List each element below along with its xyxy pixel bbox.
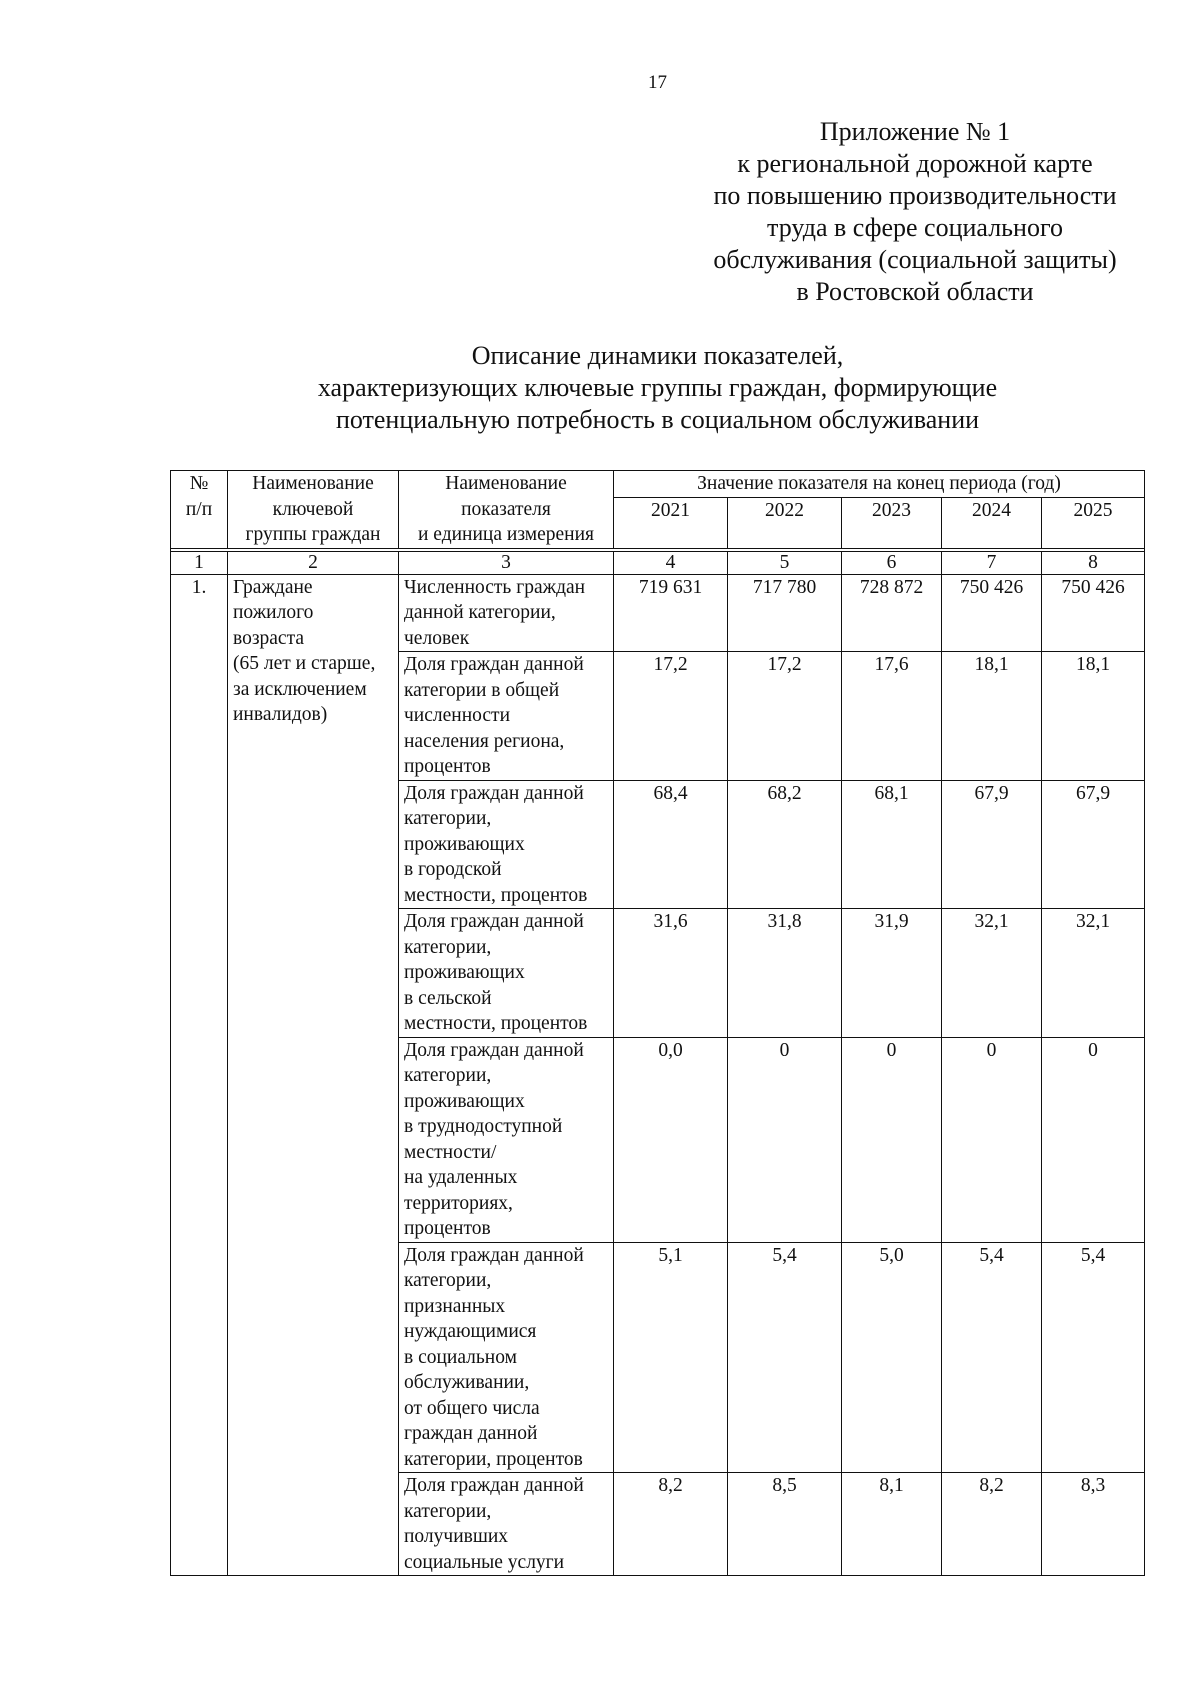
column-number: 6 xyxy=(842,551,942,574)
indicator-name: Доля граждан данной категории в общей численности населения региона, процентов xyxy=(399,652,614,781)
header-year: 2025 xyxy=(1042,497,1145,548)
page-number: 17 xyxy=(648,72,667,93)
value-2025: 32,1 xyxy=(1042,909,1145,1038)
column-number: 2 xyxy=(228,551,399,574)
appendix-line: к региональной дорожной карте xyxy=(737,149,1093,178)
appendix-line: по повышению производительности xyxy=(713,181,1117,210)
column-number: 4 xyxy=(614,551,728,574)
value-2025: 8,3 xyxy=(1042,1473,1145,1576)
indicator-name: Доля граждан данной категории, получивших социальные услуги xyxy=(399,1473,614,1576)
value-2024: 18,1 xyxy=(942,652,1042,781)
title-line: Описание динамики показателей, xyxy=(471,341,844,370)
value-2021: 17,2 xyxy=(614,652,728,781)
header-no: № п/п xyxy=(171,471,228,549)
value-2025: 67,9 xyxy=(1042,780,1145,909)
value-2021: 68,4 xyxy=(614,780,728,909)
value-2023: 728 872 xyxy=(842,574,942,652)
group-name: Граждане пожилого возраста (65 лет и старше, за исключением инвалидов) xyxy=(228,574,399,1576)
value-2024: 32,1 xyxy=(942,909,1042,1038)
value-2024: 750 426 xyxy=(942,574,1042,652)
value-2025: 5,4 xyxy=(1042,1242,1145,1473)
value-2021: 719 631 xyxy=(614,574,728,652)
appendix-line: труда в сфере социального xyxy=(767,213,1063,242)
value-2024: 0 xyxy=(942,1037,1042,1242)
table-row xyxy=(171,574,1145,652)
value-2022: 0 xyxy=(728,1037,842,1242)
column-numbers-row xyxy=(171,551,1145,574)
header-year: 2021 xyxy=(614,497,728,548)
indicator-name: Численность граждан данной категории, человек xyxy=(399,574,614,652)
value-2023: 68,1 xyxy=(842,780,942,909)
header-group: Наименование ключевой группы граждан xyxy=(228,471,399,549)
value-2022: 717 780 xyxy=(728,574,842,652)
value-2022: 31,8 xyxy=(728,909,842,1038)
value-2023: 17,6 xyxy=(842,652,942,781)
value-2021: 8,2 xyxy=(614,1473,728,1576)
document-title xyxy=(170,340,1145,436)
indicator-name: Доля граждан данной категории, проживающих в труднодоступной местности/ на удаленных территориях, процентов xyxy=(399,1037,614,1242)
column-number: 7 xyxy=(942,551,1042,574)
header-year: 2022 xyxy=(728,497,842,548)
value-2025: 18,1 xyxy=(1042,652,1145,781)
header-indicator: Наименование показателя и единица измерения xyxy=(399,471,614,549)
value-2021: 5,1 xyxy=(614,1242,728,1473)
value-2021: 31,6 xyxy=(614,909,728,1038)
value-2024: 8,2 xyxy=(942,1473,1042,1576)
value-2024: 67,9 xyxy=(942,780,1042,909)
value-2022: 68,2 xyxy=(728,780,842,909)
header-year: 2024 xyxy=(942,497,1042,548)
column-number: 1 xyxy=(171,551,228,574)
value-2023: 8,1 xyxy=(842,1473,942,1576)
value-2024: 5,4 xyxy=(942,1242,1042,1473)
column-number: 3 xyxy=(399,551,614,574)
value-2025: 0 xyxy=(1042,1037,1145,1242)
appendix-header xyxy=(665,116,1165,308)
value-2023: 5,0 xyxy=(842,1242,942,1473)
indicator-name: Доля граждан данной категории, проживающих в городской местности, процентов xyxy=(399,780,614,909)
value-2022: 5,4 xyxy=(728,1242,842,1473)
header-year: 2023 xyxy=(842,497,942,548)
column-number: 8 xyxy=(1042,551,1145,574)
value-2023: 0 xyxy=(842,1037,942,1242)
table-header-row xyxy=(171,471,1145,498)
value-2021: 0,0 xyxy=(614,1037,728,1242)
indicator-name: Доля граждан данной категории, проживающих в сельской местности, процентов xyxy=(399,909,614,1038)
group-number: 1. xyxy=(171,574,228,1576)
column-number: 5 xyxy=(728,551,842,574)
title-line: характеризующих ключевые группы граждан, формирующие xyxy=(317,373,998,402)
appendix-line: Приложение № 1 xyxy=(819,117,1011,146)
title-line: потенциальную потребность в социальном обслуживании xyxy=(335,405,980,434)
indicators-table xyxy=(170,470,1145,1576)
value-2022: 17,2 xyxy=(728,652,842,781)
header-period: Значение показателя на конец периода (год) xyxy=(614,471,1145,498)
value-2022: 8,5 xyxy=(728,1473,842,1576)
appendix-line: в Ростовской области xyxy=(796,277,1034,306)
value-2025: 750 426 xyxy=(1042,574,1145,652)
value-2023: 31,9 xyxy=(842,909,942,1038)
indicator-name: Доля граждан данной категории, признанных нуждающимися в социальном обслуживании, от общего числа граждан данной категории, процентов xyxy=(399,1242,614,1473)
appendix-line: обслуживания (социальной защиты) xyxy=(713,245,1117,274)
